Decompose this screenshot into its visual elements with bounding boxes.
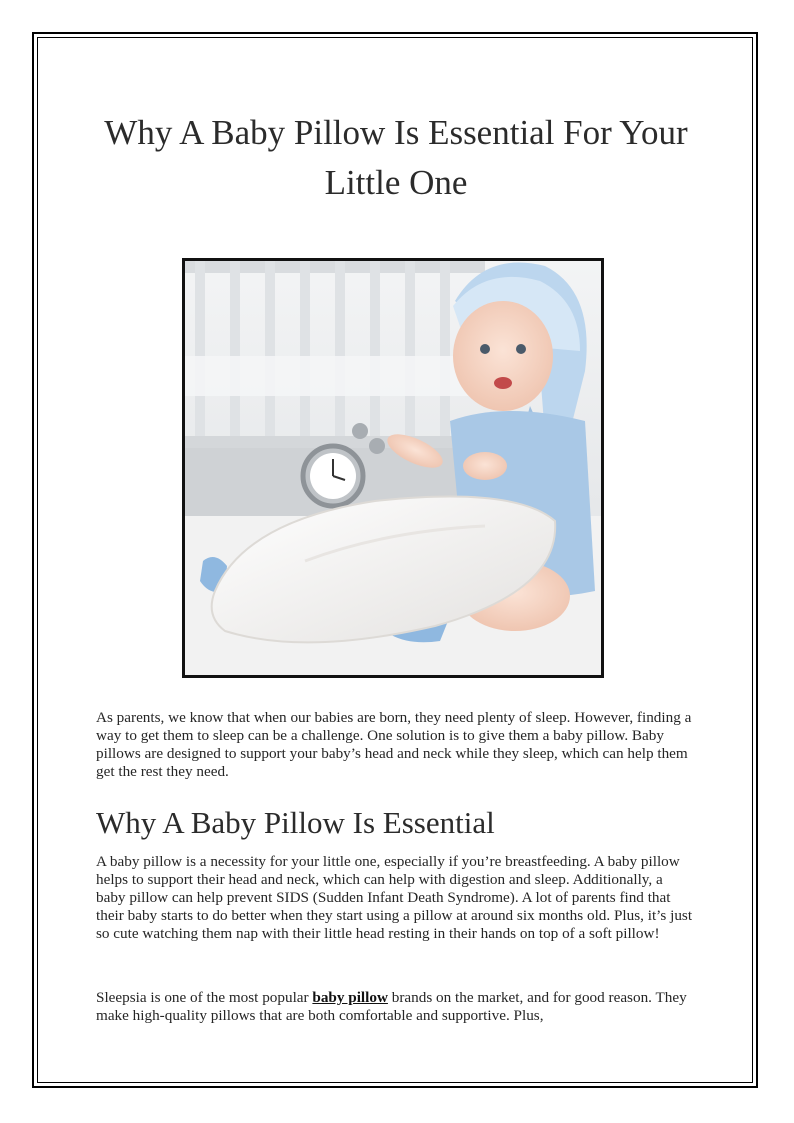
brand-paragraph-lead: Sleepsia is one of the most popular xyxy=(96,989,313,1006)
baby-with-pillow-and-clock-photo-icon xyxy=(185,261,601,675)
brand-paragraph xyxy=(96,989,696,1025)
page-title: Why A Baby Pillow Is Essential For Your Little One xyxy=(104,113,688,202)
section-paragraph: A baby pillow is a necessity for your little one, especially if you’re breastfeeding. A baby pillow helps to support their head and neck, which can help with digestion and sleep. Additionally, a baby pillow can help prevent SIDS (Sudden Infant Death Syndrome). A lot of parents find that their baby starts to do better when they start using a pillow at around six months old. Plus, it’s just so cute watching them nap with their little head resting in their hands on top of a soft pillow! xyxy=(96,853,693,942)
hero-image xyxy=(182,258,604,678)
brand-paragraph-tail: brands on the market, and for good reason. They make high-quality pillows that are both comfortable and supportive. Plus, xyxy=(96,989,687,1024)
section-heading: Why A Baby Pillow Is Essential xyxy=(96,805,495,840)
baby-pillow-link[interactable]: baby pillow xyxy=(312,989,388,1006)
intro-paragraph: As parents, we know that when our babies are born, they need plenty of sleep. However, finding a way to get them to sleep can be a challenge. One solution is to give them a baby pillow. Baby pillows are designed to support your baby’s head and neck while they sleep, which can help them get the rest they need. xyxy=(96,709,692,780)
